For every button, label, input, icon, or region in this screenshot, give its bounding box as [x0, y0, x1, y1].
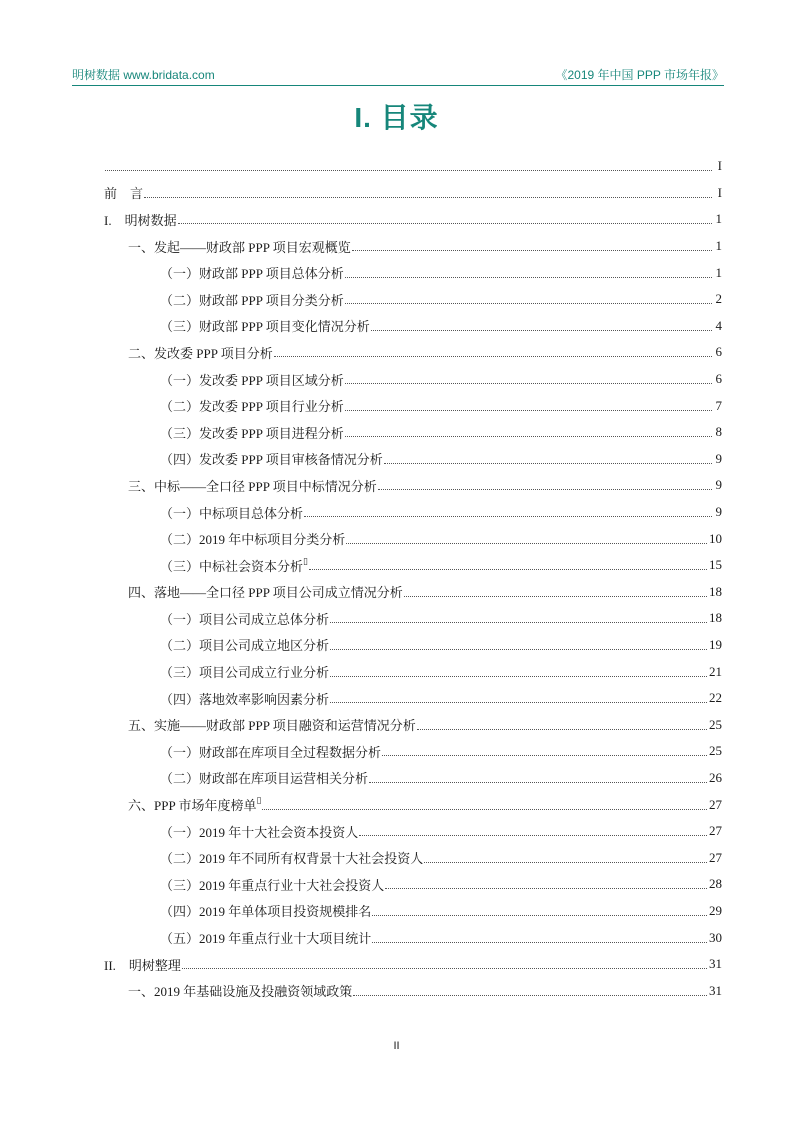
toc-page-number: 27 — [709, 849, 722, 865]
toc-page-number: 1 — [715, 264, 722, 280]
toc-entry-label — [104, 556, 308, 575]
toc-entry[interactable] — [104, 738, 722, 765]
missing-glyph-icon: ▯ — [303, 555, 308, 566]
toc-page-number: 18 — [709, 610, 722, 626]
toc-page-number: 18 — [709, 583, 722, 599]
toc-entry-text: 一、发起——财政部 PPP 项目宏观概览 — [128, 239, 351, 255]
toc-entry-text: （二）财政部 PPP 项目分类分析 — [160, 292, 344, 308]
toc-page-number: 9 — [715, 504, 722, 520]
toc-entry[interactable] — [104, 898, 722, 925]
toc-entry-text: 五、实施——财政部 PPP 项目融资和运营情况分析 — [128, 718, 416, 734]
toc-entry[interactable] — [104, 206, 722, 233]
toc-entry-text: 三、中标——全口径 PPP 项目中标情况分析 — [128, 478, 377, 494]
toc-page-number: 8 — [715, 424, 722, 440]
toc-entry-label — [104, 822, 358, 841]
toc-entry-label — [104, 503, 303, 522]
toc-entry[interactable] — [104, 286, 722, 313]
toc-entry-label — [104, 316, 370, 335]
toc-dot-leader — [144, 188, 712, 198]
toc-page-number: I — [717, 184, 722, 200]
toc-dot-leader — [346, 534, 707, 544]
toc-entry-label — [104, 848, 423, 867]
toc-page-number: 27 — [709, 796, 722, 812]
toc-page-number: 1 — [715, 238, 722, 254]
toc-entry[interactable] — [104, 180, 722, 207]
toc-page-number: 28 — [709, 876, 722, 892]
toc-entry-text: I. 明树数据 — [104, 212, 177, 228]
toc-dot-leader — [359, 826, 707, 836]
toc-dot-leader — [353, 986, 707, 996]
toc-entry[interactable] — [104, 658, 722, 685]
toc-entry[interactable] — [104, 685, 722, 712]
toc-entry[interactable] — [104, 259, 722, 286]
toc-entry-label — [104, 795, 261, 814]
header-site-name: 明树数据 www.bridata.com — [72, 68, 215, 82]
toc-entry-label — [104, 529, 345, 548]
toc-dot-leader — [369, 773, 707, 783]
toc-dot-leader — [385, 879, 707, 889]
toc-entry-text: （二）发改委 PPP 项目行业分析 — [160, 399, 344, 415]
table-of-contents — [104, 153, 722, 1004]
toc-entry-label — [104, 183, 143, 202]
toc-entry-text: （五）2019 年重点行业十大项目统计 — [160, 931, 372, 947]
toc-entry-text: （三）中标社会资本分析 — [160, 558, 304, 574]
toc-entry-label — [104, 981, 352, 1000]
toc-page-number: 6 — [715, 371, 722, 387]
toc-dot-leader — [424, 853, 707, 863]
toc-entry[interactable] — [104, 366, 722, 393]
toc-entry-text: （三）发改委 PPP 项目进程分析 — [160, 425, 344, 441]
toc-entry[interactable] — [104, 446, 722, 473]
toc-entry[interactable] — [104, 711, 722, 738]
toc-page-number: 9 — [715, 477, 722, 493]
toc-entry[interactable] — [104, 499, 722, 526]
toc-page-number: 4 — [715, 317, 722, 333]
toc-entry-label — [104, 582, 403, 601]
toc-page-number: 25 — [709, 716, 722, 732]
toc-entry[interactable] — [104, 525, 722, 552]
toc-entry[interactable] — [104, 339, 722, 366]
toc-entry-label — [104, 449, 383, 468]
toc-entry-label — [104, 396, 344, 415]
toc-entry[interactable] — [104, 552, 722, 579]
toc-entry-text: （三）财政部 PPP 项目变化情况分析 — [160, 319, 370, 335]
toc-entry-text: （一）发改委 PPP 项目区域分析 — [160, 372, 344, 388]
header-report-title: 《2019 年中国 PPP 市场年报》 — [555, 68, 724, 82]
toc-entry[interactable] — [104, 153, 722, 180]
toc-entry-text: （三）项目公司成立行业分析 — [160, 665, 330, 681]
toc-page-number: 31 — [709, 956, 722, 972]
toc-entry-label — [104, 290, 344, 309]
toc-page-number: 29 — [709, 902, 722, 918]
toc-page-number: 31 — [709, 982, 722, 998]
toc-entry-text: 一、2019 年基础设施及投融资领域政策 — [128, 984, 353, 1000]
toc-page-number: 22 — [709, 690, 722, 706]
header-divider — [72, 85, 724, 86]
toc-entry-text: （四）落地效率影响因素分析 — [160, 691, 330, 707]
toc-page-number: 15 — [709, 557, 722, 573]
toc-dot-leader — [105, 161, 712, 171]
page-number: II — [393, 1040, 400, 1052]
toc-dot-leader — [330, 667, 707, 677]
toc-entry[interactable] — [104, 951, 722, 978]
toc-entry-label — [104, 715, 416, 734]
toc-entry-text: （一）项目公司成立总体分析 — [160, 611, 330, 627]
toc-entry[interactable] — [104, 791, 722, 818]
toc-entry[interactable] — [104, 924, 722, 951]
toc-dot-leader — [378, 480, 712, 490]
toc-entry-label — [104, 476, 377, 495]
toc-dot-leader — [345, 401, 712, 411]
toc-page-number: 2 — [715, 291, 722, 307]
toc-entry[interactable] — [104, 472, 722, 499]
toc-dot-leader — [309, 560, 707, 570]
toc-entry-text: 四、落地——全口径 PPP 项目公司成立情况分析 — [128, 585, 403, 601]
toc-entry[interactable] — [104, 313, 722, 340]
toc-page-number: 7 — [715, 397, 722, 413]
toc-dot-leader — [262, 800, 707, 810]
toc-entry-text: （四）发改委 PPP 项目审核备情况分析 — [160, 452, 383, 468]
toc-page-number: 26 — [709, 769, 722, 785]
toc-dot-leader — [345, 294, 712, 304]
toc-entry-label — [104, 928, 371, 947]
toc-entry-label — [104, 635, 329, 654]
missing-glyph-icon: ▯ — [256, 795, 262, 806]
toc-page-number: 9 — [715, 450, 722, 466]
toc-dot-leader — [417, 720, 707, 730]
toc-entry-text: （四）2019 年单体项目投资规模排名 — [160, 904, 372, 920]
toc-entry[interactable] — [104, 605, 722, 632]
toc-dot-leader — [404, 587, 707, 597]
toc-dot-leader — [382, 746, 707, 756]
toc-entry[interactable] — [104, 977, 722, 1004]
toc-entry[interactable] — [104, 392, 722, 419]
toc-dot-leader — [274, 347, 712, 357]
toc-entry-text: II. 明树整理 — [104, 957, 181, 973]
toc-entry-label — [104, 955, 181, 974]
toc-entry-label — [104, 370, 344, 389]
toc-dot-leader — [330, 640, 707, 650]
toc-dot-leader — [384, 454, 712, 464]
toc-entry-text: （一）2019 年十大社会资本投资人 — [160, 824, 359, 840]
toc-page-number: 21 — [709, 663, 722, 679]
toc-dot-leader — [372, 906, 707, 916]
toc-entry[interactable] — [104, 579, 722, 606]
toc-entry-label — [104, 423, 344, 442]
toc-entry-text: 前 言 — [104, 186, 144, 202]
toc-page-number: 25 — [709, 743, 722, 759]
toc-entry[interactable] — [104, 632, 722, 659]
toc-entry-label — [104, 662, 329, 681]
toc-entry-label — [104, 689, 329, 708]
toc-entry-label — [104, 237, 351, 256]
toc-entry[interactable] — [104, 871, 722, 898]
toc-entry-text: （一）中标项目总体分析 — [160, 505, 304, 521]
toc-entry-text: （二）项目公司成立地区分析 — [160, 638, 330, 654]
toc-entry-text: （三）2019 年重点行业十大社会投资人 — [160, 877, 385, 893]
toc-dot-leader — [345, 374, 712, 384]
toc-dot-leader — [182, 959, 707, 969]
toc-dot-leader — [352, 241, 712, 251]
toc-entry[interactable] — [104, 844, 722, 871]
toc-entry-text: （一）财政部 PPP 项目总体分析 — [160, 266, 344, 282]
toc-entry-label — [104, 768, 368, 787]
toc-entry-label — [104, 609, 329, 628]
toc-dot-leader — [178, 214, 712, 224]
toc-entry[interactable] — [104, 765, 722, 792]
toc-entry[interactable] — [104, 233, 722, 260]
toc-dot-leader — [330, 613, 707, 623]
toc-entry-text: 六、PPP 市场年度榜单 — [128, 798, 257, 814]
toc-entry-text: （二）2019 年不同所有权背景十大社会投资人 — [160, 851, 424, 867]
toc-entry-label — [104, 210, 177, 229]
toc-entry-text: （一）财政部在库项目全过程数据分析 — [160, 744, 382, 760]
toc-entry-label — [104, 263, 344, 282]
toc-dot-leader — [304, 507, 712, 517]
toc-page-number: 10 — [709, 530, 722, 546]
toc-entry[interactable] — [104, 818, 722, 845]
toc-entry-label — [104, 901, 371, 920]
toc-page-number: 30 — [709, 929, 722, 945]
toc-page-number: 6 — [715, 344, 722, 360]
toc-dot-leader — [330, 693, 707, 703]
toc-page-number: 1 — [715, 211, 722, 227]
toc-entry-label — [104, 742, 381, 761]
toc-entry-text: （二）2019 年中标项目分类分析 — [160, 532, 346, 548]
toc-entry-label — [104, 343, 273, 362]
toc-dot-leader — [345, 268, 712, 278]
toc-dot-leader — [371, 321, 712, 331]
toc-entry[interactable] — [104, 419, 722, 446]
page-title: I. 目录 — [354, 102, 439, 133]
toc-page-number: I — [717, 158, 722, 174]
toc-page-number: 27 — [709, 823, 722, 839]
toc-dot-leader — [372, 933, 707, 943]
toc-dot-leader — [345, 427, 712, 437]
toc-entry-label — [104, 875, 384, 894]
page-header — [72, 66, 724, 84]
toc-entry-text: 二、发改委 PPP 项目分析 — [128, 345, 273, 361]
toc-entry-text: （二）财政部在库项目运营相关分析 — [160, 771, 369, 787]
toc-page-number: 19 — [709, 636, 722, 652]
